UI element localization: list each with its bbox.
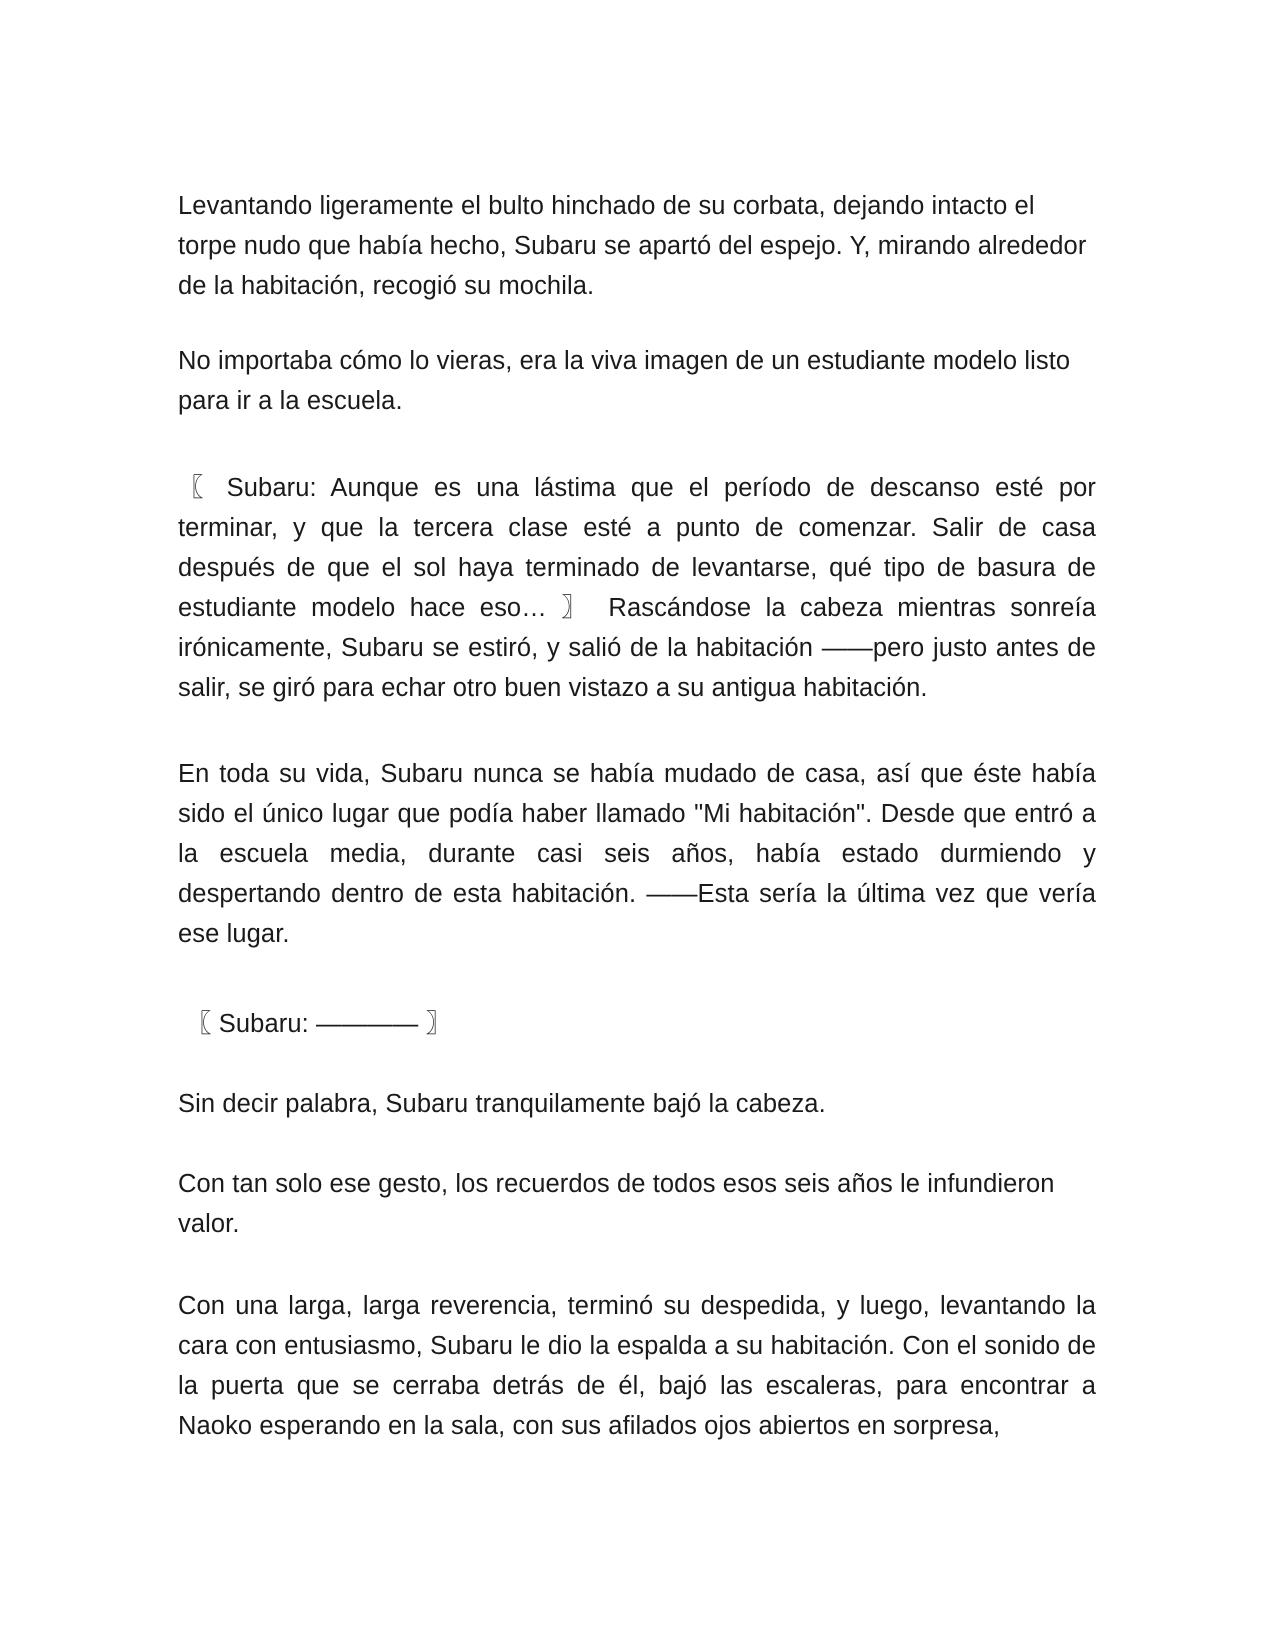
- paragraph-8: Con una larga, larga reverencia, terminó su despedida, y luego, levantando la cara con entusiasmo, Subaru le dio la espalda a su habitación. Con el sonido de la puerta que se cerraba detrás de él, bajó las escaleras, para encontrar a Naoko esperando en la sala, con sus afilados ojos abiertos en sorpresa,: [178, 1292, 1096, 1440]
- paragraph-7: Con tan solo ese gesto, los recuerdos de todos esos seis años le infundieron valor.: [178, 1170, 1055, 1238]
- paragraph-6: Sin decir palabra, Subaru tranquilamente bajó la cabeza.: [178, 1090, 826, 1118]
- paragraph-5-dialogue: 〖 Subaru: ———— 〗: [186, 1010, 452, 1038]
- paragraph-3-dialogue: 〖 Subaru: Aunque es una lástima que el período de descanso esté por terminar, y que la tercera clase esté a punto de comenzar. Salir de casa después de que el sol haya terminado de levantarse, qué tipo de basura de estudiante modelo hace eso… 〗 Rascándose la cabeza mientras sonreía irónicamente, Subaru se estiró, y salió de la habitación ——pero justo antes de salir, se giró para echar otro buen vistazo a su antigua habitación.: [178, 474, 1096, 702]
- paragraph-1: Levantando ligeramente el bulto hinchado de su corbata, dejando intacto el torpe nudo que había hecho, Subaru se apartó del espejo. Y, mirando alrededor de la habitación, recogió su mochila.: [178, 192, 1087, 300]
- paragraph-4: En toda su vida, Subaru nunca se había mudado de casa, así que éste había sido el único lugar que podía haber llamado "Mi habitación". Desde que entró a la escuela media, durante casi seis años, había estado durmiendo y despertando dentro de esta habitación. ——Esta sería la última vez que vería ese lugar.: [178, 760, 1096, 948]
- paragraph-2: No importaba cómo lo vieras, era la viva imagen de un estudiante modelo listo para ir a la escuela.: [178, 347, 1071, 415]
